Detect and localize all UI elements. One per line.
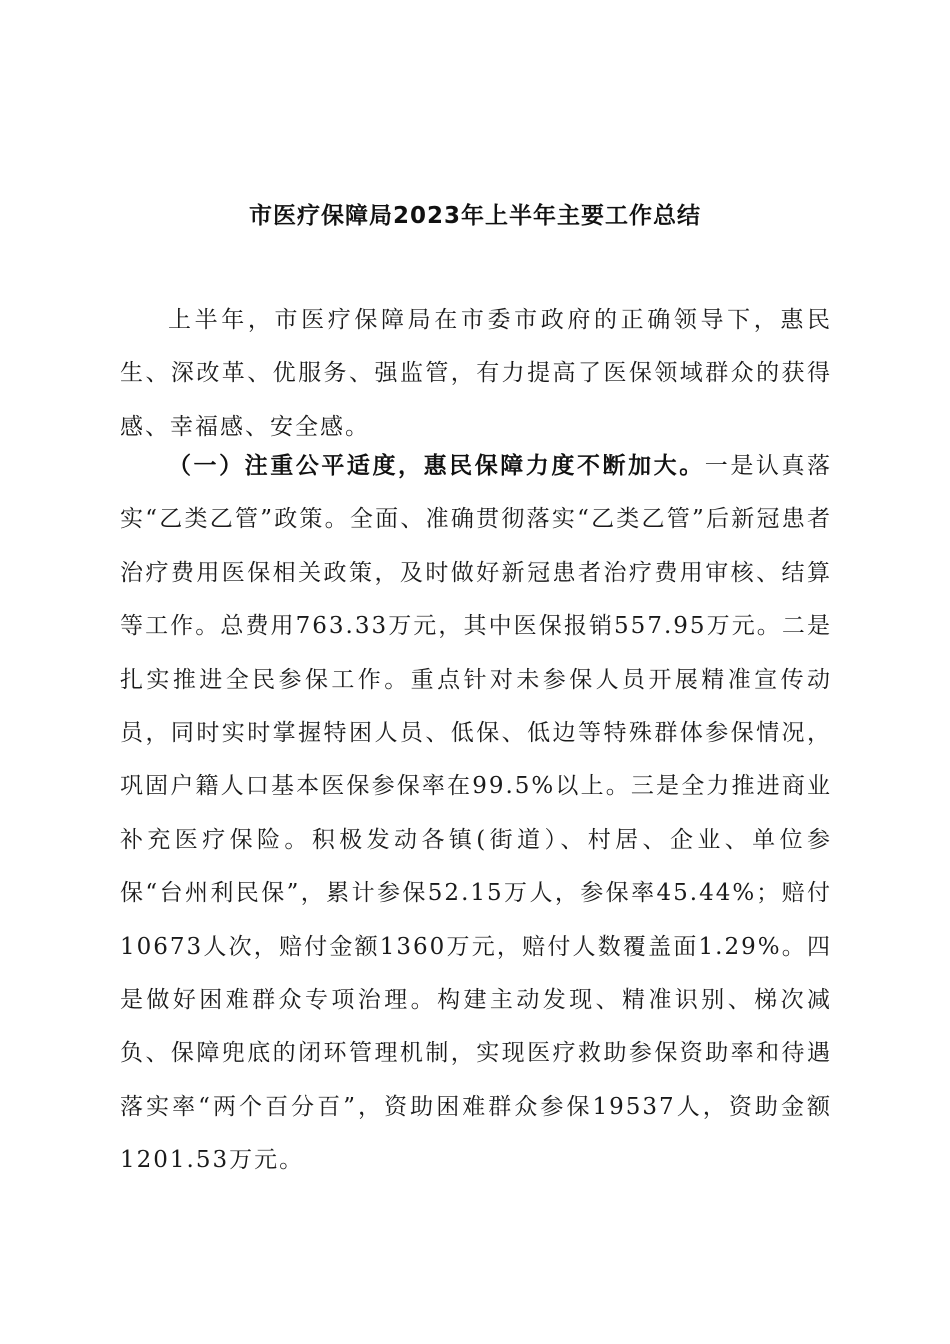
document-title: 市医疗保障局2023年上半年主要工作总结 bbox=[248, 203, 701, 229]
section-one-text: 一是认真落实“乙类乙管”政策。全面、准确贯彻落实“乙类乙管”后新冠患者治疗费用医保相关政策，及时做好新冠患者治疗费用审核、结算等工作。总费用763.33万元，其中医保报销557.95万元。二是扎实推进全民参保工作。重点针对未参保人员开展精准宣传动员，同时实时掌握特困人员、低保、低边等特殊群体参保情况，巩固户籍人口基本医保参保率在99.5%以上。三是全力推进商业补充医疗保险。积极发动各镇(街道）、村居、企业、单位参保“台州利民保”，累计参保52.15万人，参保率45.44%；赔付10673人次，赔付金额1360万元，赔付人数覆盖面1.29%。四是做好困难群众专项治理。构建主动发现、精准识别、梯次减负、保障兜底的闭环管理机制，实现医疗救助参保资助率和待遇落实率“两个百分百”，资助困难群众参保19537人，资助金额1201.53万元。 bbox=[120, 453, 833, 1174]
intro-paragraph bbox=[120, 294, 832, 454]
section-one-heading: （一）注重公平适度，惠民保障力度不断加大。 bbox=[168, 453, 705, 479]
intro-paragraph-text: 上半年，市医疗保障局在市委市政府的正确领导下，惠民生、深改革、优服务、强监管，有力提高了医保领域群众的获得感、幸福感、安全感。 bbox=[120, 307, 832, 440]
section-one-paragraph bbox=[120, 440, 832, 1188]
